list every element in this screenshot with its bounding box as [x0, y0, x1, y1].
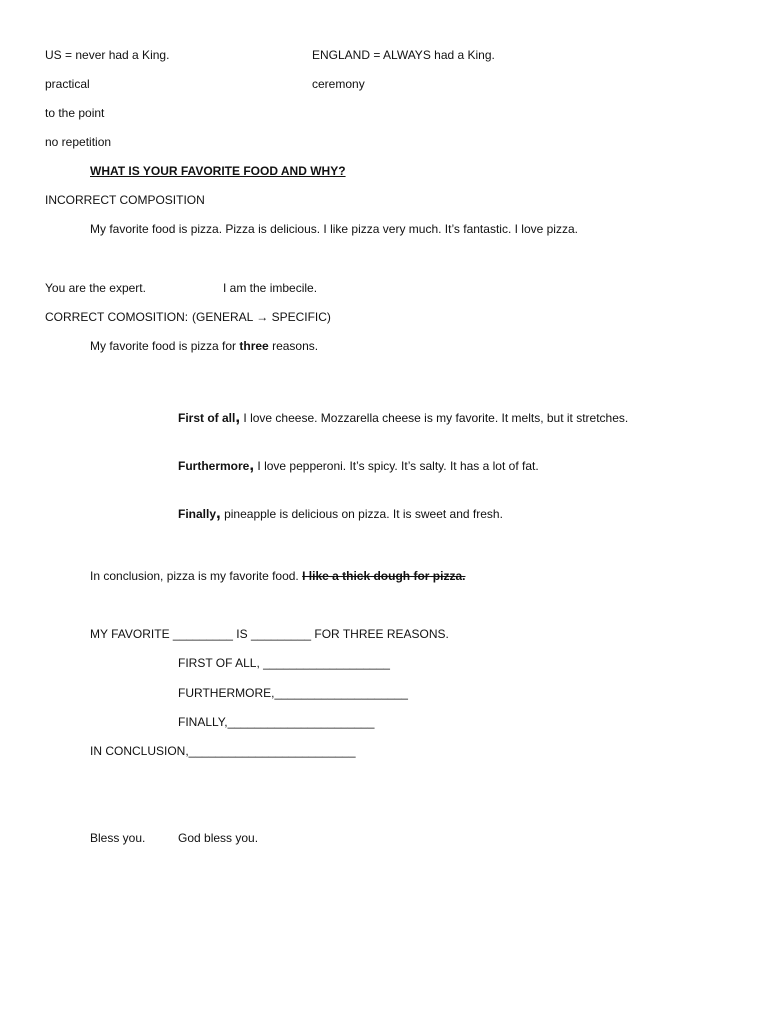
general-to-specific-note: (GENERAL → SPECIFIC): [192, 310, 331, 324]
point-comma: ,: [249, 455, 255, 474]
struck-sentence: I like a thick dough for pizza.: [302, 569, 466, 583]
correct-intro-before: My favorite food is pizza for: [90, 339, 240, 353]
point-marker: First of all: [178, 411, 236, 425]
favorite-food-question: WHAT IS YOUR FAVORITE FOOD AND WHY?: [90, 164, 346, 178]
point-first: [178, 407, 629, 426]
conclusion-line: [90, 568, 465, 584]
template-conclusion: IN CONCLUSION,_________________________: [90, 744, 356, 758]
correct-intro-bold: three: [239, 339, 269, 353]
point-marker: Finally: [178, 507, 217, 521]
point-text: I love cheese. Mozzarella cheese is my favorite. It melts, but it stretches.: [240, 411, 629, 425]
point-comma: ,: [216, 503, 221, 522]
england-statement: ENGLAND = ALWAYS had a King.: [312, 48, 495, 62]
us-trait-to-the-point: to the point: [45, 106, 105, 120]
point-furthermore: [178, 455, 539, 474]
england-trait-ceremony: ceremony: [312, 77, 365, 91]
point-finally: [178, 503, 503, 522]
us-statement: US = never had a King.: [45, 48, 170, 62]
template-line-1: MY FAVORITE _________ IS _________ FOR THREE REASONS.: [90, 627, 449, 641]
point-text: I love pepperoni. It’s spicy. It’s salty. It has a lot of fat.: [254, 459, 539, 473]
bless-you: Bless you.: [90, 831, 146, 845]
conclusion-text: In conclusion, pizza is my favorite food.: [90, 569, 303, 583]
point-text: pineapple is delicious on pizza. It is sweet and fresh.: [220, 507, 503, 521]
correct-intro: [90, 338, 318, 354]
template-furthermore: FURTHERMORE,____________________: [178, 686, 408, 700]
us-trait-practical: practical: [45, 77, 90, 91]
point-marker: Furthermore: [178, 459, 250, 473]
template-finally: FINALLY,______________________: [178, 715, 375, 729]
correct-intro-after: reasons.: [268, 339, 319, 353]
god-bless-you: God bless you.: [178, 831, 259, 845]
expert-statement: You are the expert.: [45, 281, 146, 295]
correct-composition-heading: CORRECT COMOSITION:: [45, 310, 189, 324]
us-trait-no-repetition: no repetition: [45, 135, 112, 149]
point-comma: ,: [235, 407, 241, 426]
incorrect-composition-heading: INCORRECT COMPOSITION: [45, 193, 205, 207]
template-first-of-all: FIRST OF ALL, ___________________: [178, 656, 390, 670]
imbecile-statement: I am the imbecile.: [223, 281, 318, 295]
incorrect-composition-text: My favorite food is pizza. Pizza is delicious. I like pizza very much. It’s fantastic. I love pizza.: [90, 222, 578, 236]
